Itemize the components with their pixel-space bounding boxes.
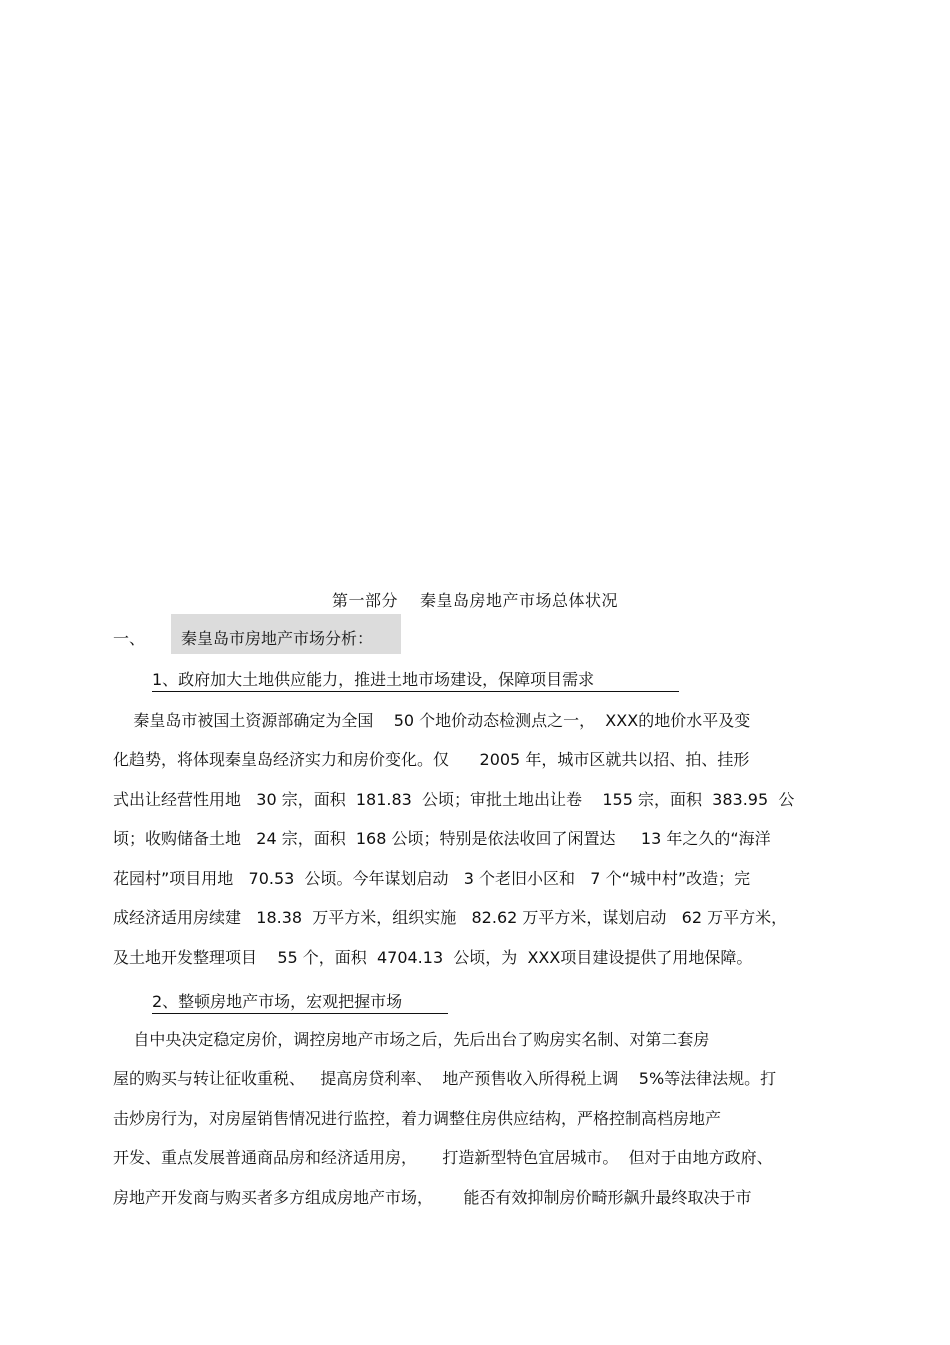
- subsection-1-title: 1、政府加大土地供应能力，推进土地市场建设，保障项目需求: [152, 667, 679, 692]
- part-label: 第一部分: [331, 591, 398, 610]
- para1-line: 花园村”项目用地 70.53 公顷。今年谋划启动 3 个老旧小区和 7 个“城中村”改造；完: [113, 869, 751, 888]
- para2-line: 屋的购买与转让征收重税、 提高房贷利率、 地产预售收入所得税上调 5%等法律法规。打: [113, 1069, 777, 1088]
- part-title-text: 秦皇岛房地产市场总体状况: [420, 591, 619, 610]
- para1-line: 秦皇岛市被国土资源部确定为全国 50 个地价动态检测点之一， XXX的地价水平及变: [113, 711, 751, 730]
- para1-line: 式出让经营性用地 30 宗，面积 181.83 公顷；审批土地出让卷 155 宗，面积 383.95 公: [113, 790, 795, 809]
- section-title: 秦皇岛市房地产市场分析：: [181, 629, 374, 648]
- para2-line: 击炒房行为，对房屋销售情况进行监控，着力调整住房供应结构，严格控制高档房地产: [113, 1109, 722, 1128]
- para2-line: 开发、重点发展普通商品房和经济适用房， 打造新型特色宜居城市。 但对于由地方政府、: [113, 1148, 773, 1167]
- para1-line: 成经济适用房续建 18.38 万平方米，组织实施 82.62 万平方米，谋划启动 62 万平方米，: [113, 908, 788, 927]
- section-title-highlight: [171, 614, 401, 654]
- para1-line: 化趋势，将体现秦皇岛经济实力和房价变化。仅 2005 年，城市区就共以招、拍、挂形: [113, 750, 750, 769]
- para1-line: 顷；收购储备土地 24 宗，面积 168 公顷；特别是依法收回了闲置达 13 年之久的“海洋: [113, 829, 771, 848]
- subsection-2-title: 2、整顿房地产市场，宏观把握市场: [152, 989, 448, 1014]
- section-heading: [113, 614, 413, 654]
- section-number: 一、: [113, 629, 146, 648]
- para2-line: 房地产开发商与购买者多方组成房地产市场， 能否有效抑制房价畸形飙升最终取决于市: [113, 1188, 752, 1207]
- para2-line: 自中央决定稳定房价，调控房地产市场之后，先后出台了购房实名制、对第二套房: [113, 1030, 710, 1049]
- para1-line: 及土地开发整理项目 55 个，面积 4704.13 公顷，为 XXX项目建设提供了用地保障。: [113, 948, 753, 967]
- part-title: [0, 588, 950, 611]
